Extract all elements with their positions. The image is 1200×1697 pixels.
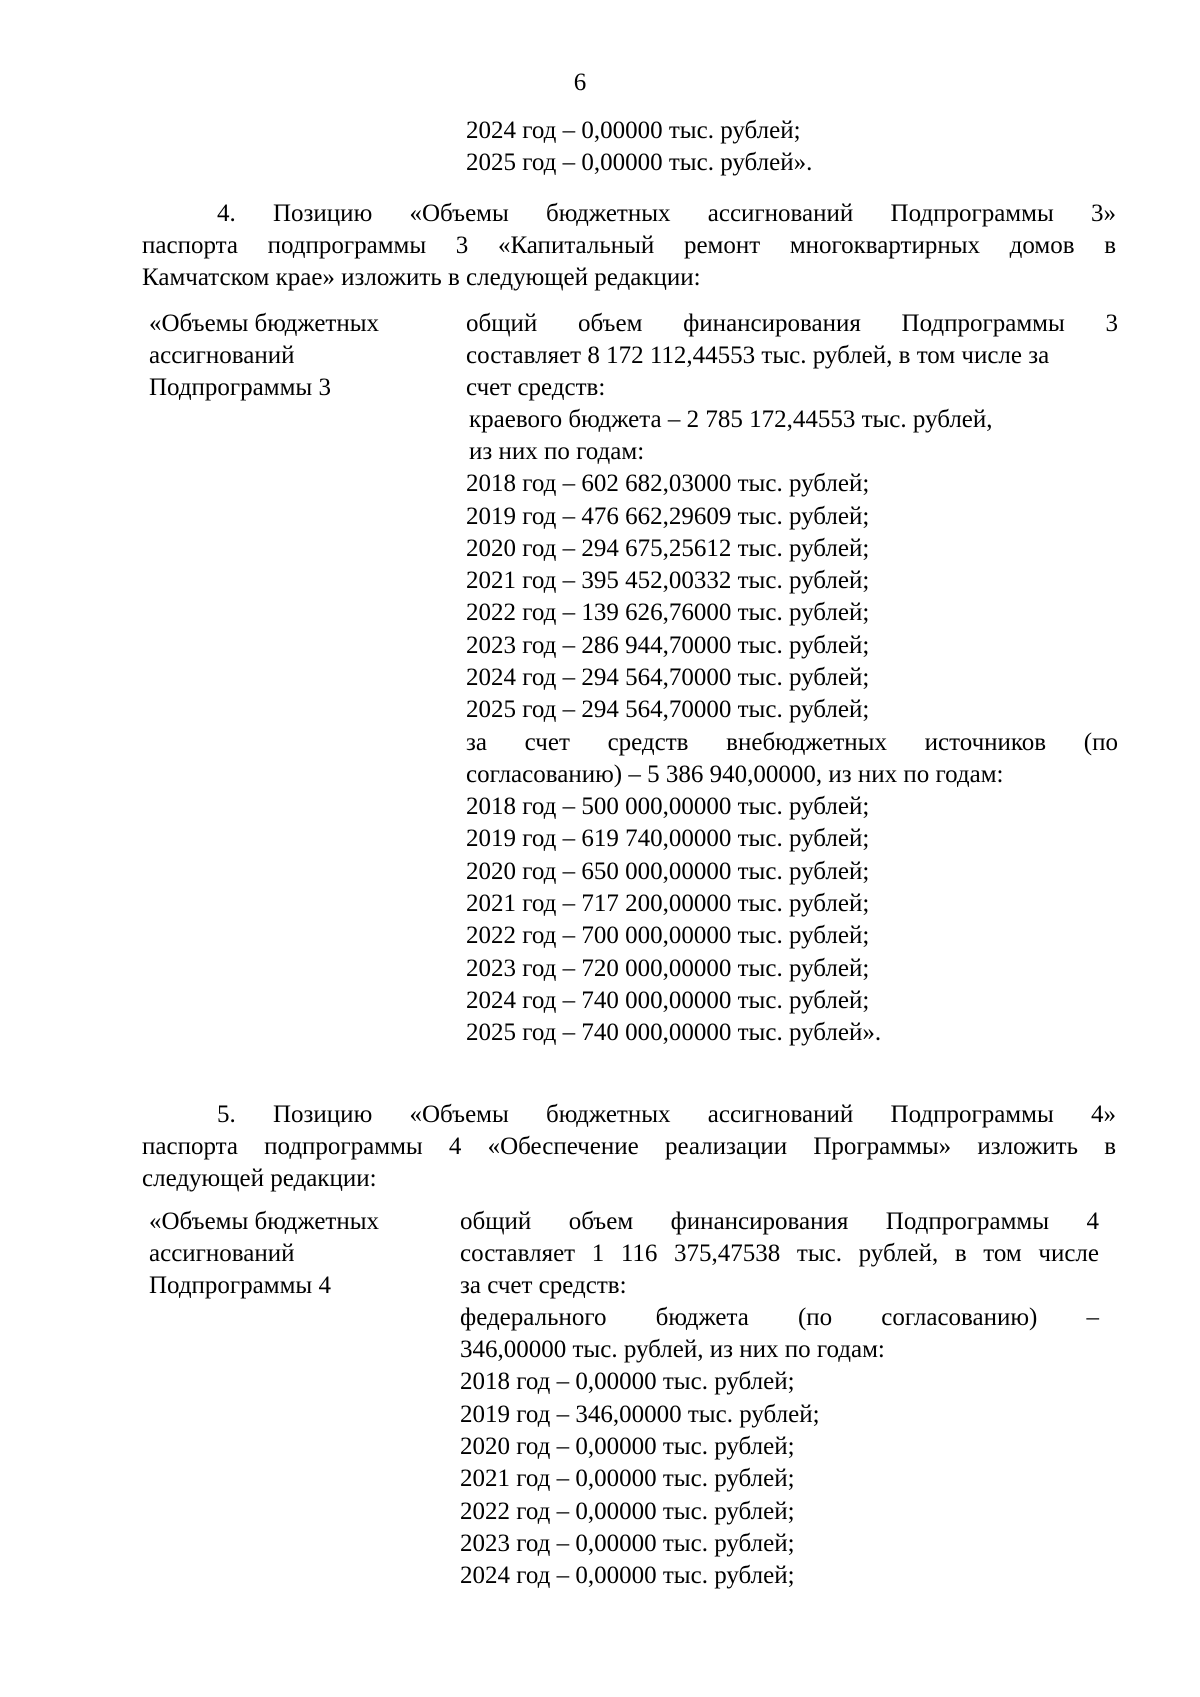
item5-paragraph-line: следующей редакции: — [142, 1165, 377, 1192]
item5-content-line: 2019 год – 346,00000 тыс. рублей; — [460, 1401, 820, 1428]
item4-content-line: общий объем финансирования Подпрограммы 3 — [466, 310, 1118, 337]
item5-content-line: 2023 год – 0,00000 тыс. рублей; — [460, 1530, 795, 1557]
item4-label-line: «Объемы бюджетных — [149, 310, 380, 337]
item5-label-line: Подпрограммы 4 — [149, 1272, 331, 1299]
item5-content-line: составляет 1 116 375,47538 тыс. рублей, в том числе — [460, 1240, 1099, 1267]
item5-label-line: «Объемы бюджетных — [149, 1208, 380, 1235]
item4-content-line: 2018 год – 602 682,03000 тыс. рублей; — [466, 470, 870, 497]
page-number: 6 — [573, 69, 587, 96]
item4-content-line: 2020 год – 650 000,00000 тыс. рублей; — [466, 858, 870, 885]
item4-content-line: 2023 год – 720 000,00000 тыс. рублей; — [466, 955, 870, 982]
item5-content-line: за счет средств: — [460, 1272, 627, 1299]
item4-content-line: из них по годам: — [469, 438, 645, 465]
item4-content-line: составляет 8 172 112,44553 тыс. рублей, в том числе за — [466, 342, 1050, 369]
item4-label-line: Подпрограммы 3 — [149, 374, 331, 401]
continuation-line: 2024 год – 0,00000 тыс. рублей; — [466, 117, 801, 144]
item4-content-line: согласованию) – 5 386 940,00000, из них по годам: — [466, 761, 1004, 788]
item5-paragraph-line: 5. Позицию «Объемы бюджетных ассигнований Подпрограммы 4» — [217, 1101, 1116, 1128]
item5-content-line: 2018 год – 0,00000 тыс. рублей; — [460, 1368, 795, 1395]
continuation-line: 2025 год – 0,00000 тыс. рублей». — [466, 149, 813, 176]
item4-paragraph-line: паспорта подпрограммы 3 «Капитальный ремонт многоквартирных домов в — [142, 232, 1116, 259]
item4-content-line: 2020 год – 294 675,25612 тыс. рублей; — [466, 535, 870, 562]
item5-paragraph-line: паспорта подпрограммы 4 «Обеспечение реализации Программы» изложить в — [142, 1133, 1116, 1160]
item4-content-line: счет средств: — [466, 374, 606, 401]
item4-content-line: 2025 год – 740 000,00000 тыс. рублей». — [466, 1019, 882, 1046]
item4-content-line: 2024 год – 740 000,00000 тыс. рублей; — [466, 987, 870, 1014]
item4-content-line: 2025 год – 294 564,70000 тыс. рублей; — [466, 696, 870, 723]
item4-content-line: 2024 год – 294 564,70000 тыс. рублей; — [466, 664, 870, 691]
item4-content-line: 2021 год – 395 452,00332 тыс. рублей; — [466, 567, 870, 594]
item4-content-line: 2019 год – 619 740,00000 тыс. рублей; — [466, 825, 870, 852]
item4-content-line: 2018 год – 500 000,00000 тыс. рублей; — [466, 793, 870, 820]
item4-content-line: 2023 год – 286 944,70000 тыс. рублей; — [466, 632, 870, 659]
item4-content-line: за счет средств внебюджетных источников (по — [466, 729, 1118, 756]
item4-content-line: 2022 год – 700 000,00000 тыс. рублей; — [466, 922, 870, 949]
item4-paragraph-line: 4. Позицию «Объемы бюджетных ассигнований Подпрограммы 3» — [217, 200, 1116, 227]
item5-label-line: ассигнований — [149, 1240, 295, 1267]
item4-content-line: 2022 год – 139 626,76000 тыс. рублей; — [466, 599, 870, 626]
item5-content-line: федерального бюджета (по согласованию) – — [460, 1304, 1099, 1331]
item5-content-line: 2021 год – 0,00000 тыс. рублей; — [460, 1465, 795, 1492]
item4-content-line: 2019 год – 476 662,29609 тыс. рублей; — [466, 503, 870, 530]
item4-content-line: 2021 год – 717 200,00000 тыс. рублей; — [466, 890, 870, 917]
item4-paragraph-line: Камчатском крае» изложить в следующей редакции: — [142, 264, 701, 291]
item5-content-line: 346,00000 тыс. рублей, из них по годам: — [460, 1336, 885, 1363]
item5-content-line: общий объем финансирования Подпрограммы 4 — [460, 1208, 1099, 1235]
item4-content-line: краевого бюджета – 2 785 172,44553 тыс. рублей, — [469, 406, 993, 433]
item5-content-line: 2020 год – 0,00000 тыс. рублей; — [460, 1433, 795, 1460]
item4-label-line: ассигнований — [149, 342, 295, 369]
item5-content-line: 2024 год – 0,00000 тыс. рублей; — [460, 1562, 795, 1589]
item5-content-line: 2022 год – 0,00000 тыс. рублей; — [460, 1498, 795, 1525]
